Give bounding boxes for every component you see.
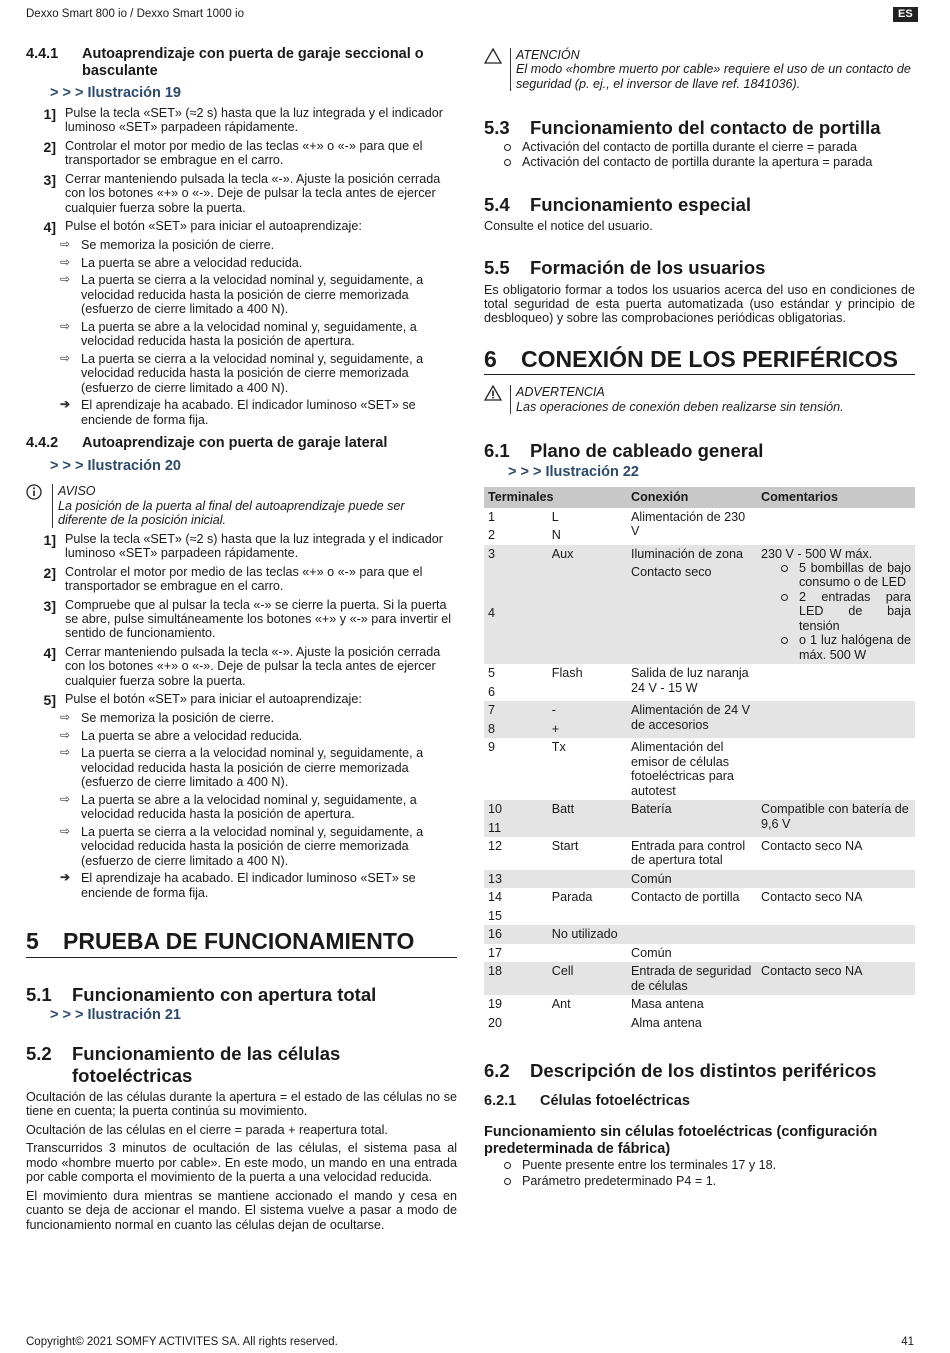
comment-text: Compatible con batería de 9,6 V: [761, 802, 909, 831]
substep-item: [60, 825, 457, 868]
terminal-number: 16: [484, 925, 548, 943]
table-row: [484, 995, 915, 1013]
terminal-number: 20: [488, 1015, 503, 1030]
table-row: [484, 888, 915, 906]
table-row: [484, 545, 915, 605]
terminal-label: N: [551, 528, 561, 543]
terminal-number: 10: [484, 800, 548, 818]
substep-item: [60, 320, 457, 349]
terminal-number: 5: [488, 666, 496, 681]
table-row: [484, 837, 915, 870]
step-text: Controlar el motor por medio de las teclas «+» o «-» para que el transportador se embrague en el carro.: [65, 138, 423, 168]
paragraph: Ocultación de las células durante la apertura = el estado de las células no se tiene en cuenta; la puerta continúa su movimiento.: [26, 1089, 457, 1119]
terminal-label: [548, 907, 627, 925]
section-5-5-heading: 5.5 Formación de los usuarios: [484, 257, 766, 279]
hollow-arrow-icon: ⇨: [60, 823, 71, 838]
step-number: 4]: [43, 219, 56, 236]
table-row: [484, 962, 915, 995]
section-5-5-text: Es obligatorio formar a todos los usuarios acerca del uso en condiciones de total seguridad de esta puerta automatizada (uso estándar y principio de desbloqueo) y sobre las comprobaciones periódicas obligatorias.: [484, 282, 915, 326]
connection-text: Iluminación de zona: [631, 546, 744, 561]
terminal-number: 9: [488, 740, 496, 755]
substep-text: La puerta se abre a la velocidad nominal y, seguidamente, a velocidad reducida hasta la posición de apertura.: [81, 319, 417, 349]
terminal-number: 3: [484, 545, 548, 605]
bullet-item: [761, 633, 911, 662]
comment-cell: [757, 888, 915, 925]
terminal-number: 8: [484, 720, 548, 738]
chapter-6-heading: 6 CONEXIÓN DE LOS PERIFÉRICOS: [484, 346, 915, 375]
comment-text: Contacto seco NA: [761, 838, 863, 853]
info-icon: [26, 484, 52, 527]
terminal-label: [548, 1014, 627, 1032]
table-header-row: [484, 487, 915, 507]
result-item: [60, 871, 457, 900]
section-6-2-1-heading: 6.2.1 Células fotoeléctricas: [484, 1093, 690, 1110]
bullet-item: [504, 155, 915, 169]
running-header: Dexxo Smart 800 io / Dexxo Smart 1000 io: [26, 8, 244, 20]
step-item: [26, 139, 457, 168]
bullet-icon: [504, 1174, 522, 1188]
page-number: 41: [901, 1336, 914, 1348]
terminal-label: [548, 870, 627, 888]
attention-box: [484, 48, 915, 91]
section-4-4-1-heading: 4.4.1 Autoaprendizaje con puerta de garaje seccional o basculante: [26, 46, 424, 79]
section-6-2-heading: 6.2 Descripción de los distintos periféricos: [484, 1060, 877, 1082]
substep-item: [60, 238, 457, 252]
terminal-label: L: [551, 509, 559, 524]
substep-item: [60, 793, 457, 822]
step-number: 1]: [43, 531, 56, 548]
step-number: 5]: [43, 692, 56, 709]
hollow-arrow-icon: ⇨: [60, 272, 71, 287]
warning-exclamation-icon: [484, 385, 510, 414]
steps-list: [26, 532, 457, 900]
substep-item: [60, 273, 457, 316]
step-number: 3]: [43, 597, 56, 614]
section-6-1-heading: 6.1 Plano de cableado general: [484, 440, 764, 462]
bullet-icon: [781, 561, 799, 590]
terminal-label: Tx: [551, 740, 566, 755]
terminal-label: +: [548, 720, 627, 738]
comment-cell: [757, 870, 915, 888]
connection-cell: [627, 995, 757, 1032]
step-text: Pulse el botón «SET» para iniciar el autoaprendizaje:: [65, 219, 362, 234]
terminal-number: 13: [484, 870, 548, 888]
connection-cell: [627, 925, 757, 943]
section-6-2-1-subheading: Funcionamiento sin células fotoeléctricas (configuración predeterminada de fábrica): [484, 1124, 878, 1157]
substep-item: [60, 256, 457, 270]
terminal-number: 4: [484, 604, 548, 664]
step-text: Cerrar manteniendo pulsada la tecla «-». Ajuste la posición cerrada con los botones «+» o «-». Deje de pulsar la tecla antes de ejercer cualquier fuerza sobre la puerta.: [65, 171, 441, 215]
section-5-4-heading: 5.4 Funcionamiento especial: [484, 193, 752, 215]
bullet-icon: [781, 633, 799, 662]
connection-text: Masa antena: [631, 997, 704, 1012]
attention-title: ATENCIÓN: [516, 48, 580, 62]
hollow-arrow-icon: ⇨: [60, 254, 71, 269]
illustration-ref-19[interactable]: > > > Ilustración 19: [50, 85, 181, 102]
wiring-table: [484, 487, 915, 1032]
terminal-label: Batt: [548, 800, 627, 818]
bullet-text: Activación del contacto de portilla durante el cierre = parada: [522, 139, 857, 154]
warning-box: [484, 385, 915, 414]
col-header-terminals: Terminales: [484, 487, 627, 507]
hollow-arrow-icon: ⇨: [60, 318, 71, 333]
terminal-label: Start: [551, 838, 579, 853]
substep-item: [60, 352, 457, 395]
notice-text: La posición de la puerta al final del autoaprendizaje puede ser diferente de la posición inicial.: [58, 498, 405, 528]
step-item: [26, 172, 457, 215]
bullet-text: 5 bombillas de bajo consumo o de LED: [799, 561, 911, 590]
table-row: [484, 664, 915, 682]
terminal-label: No utilizado: [548, 925, 627, 943]
terminal-number: 6: [488, 684, 496, 699]
warning-title: ADVERTENCIA: [516, 385, 605, 400]
bullet-item: [504, 1158, 915, 1172]
terminal-label: -: [548, 701, 627, 719]
step-item: [26, 532, 457, 561]
section-6-2-1-bullets: [484, 1158, 915, 1188]
col-header-comments: Comentarios: [757, 487, 915, 507]
hollow-arrow-icon: ⇨: [60, 791, 71, 806]
bullet-icon: [781, 590, 799, 633]
bullet-item: [761, 561, 911, 590]
comment-cell: [757, 545, 915, 665]
step-text: Pulse la tecla «SET» (≈2 s) hasta que la luz integrada y el indicador luminoso «SET» parpadeen rápidamente.: [65, 531, 443, 561]
illustration-ref-21[interactable]: > > > Ilustración 21: [50, 1006, 181, 1023]
comment-cell: [757, 925, 915, 943]
bullet-icon: [504, 155, 522, 169]
section-5-1-heading: 5.1 Funcionamiento con apertura total: [26, 983, 377, 1005]
hollow-arrow-icon: ⇨: [60, 237, 71, 252]
terminal-label: Parada: [551, 890, 593, 905]
col-header-connection: Conexión: [627, 487, 757, 507]
terminal-label: Ant: [551, 997, 571, 1012]
hollow-arrow-icon: ⇨: [60, 350, 71, 365]
substep-text: La puerta se cierra a la velocidad nominal y, seguidamente, a velocidad reducida hasta la posición de cierre memorizada (esfuerzo de cierre limitado a 400 N).: [81, 273, 424, 317]
comment-cell: [757, 701, 915, 738]
bullet-icon: [504, 1158, 522, 1172]
table-row: [484, 701, 915, 719]
bullet-text: Parámetro predeterminado P4 = 1.: [522, 1173, 717, 1188]
comment-cell: [757, 738, 915, 800]
step-text: Controlar el motor por medio de las teclas «+» o «-» para que el transportador se embrague en el carro.: [65, 564, 423, 594]
terminal-number: 7: [484, 701, 548, 719]
paragraph: Ocultación de las células en el cierre = parada + reapertura total.: [26, 1122, 388, 1137]
hollow-arrow-icon: ⇨: [60, 745, 71, 760]
result-item: [60, 398, 457, 427]
comment-cell: [757, 508, 915, 545]
table-row: [484, 944, 915, 962]
substep-item: [60, 746, 457, 789]
terminal-number: 11: [484, 819, 548, 837]
notice-box: [26, 484, 457, 527]
bullet-item: [504, 140, 915, 154]
solid-arrow-icon: ➔: [60, 397, 71, 412]
footer-copyright: Copyright© 2021 SOMFY ACTIVITES SA. All rights reserved.: [26, 1336, 338, 1348]
step-text: Pulse el botón «SET» para iniciar el autoaprendizaje:: [65, 692, 362, 707]
connection-cell: Común: [631, 945, 672, 960]
comment-text: Contacto seco NA: [761, 964, 863, 979]
connection-cell: Común: [627, 870, 757, 888]
substep-text: Se memoriza la posición de cierre.: [81, 711, 275, 726]
step-item: [26, 598, 457, 641]
substep-text: La puerta se cierra a la velocidad nominal y, seguidamente, a velocidad reducida hasta la posición de cierre memorizada (esfuerzo de cierre limitado a 400 N).: [81, 746, 424, 790]
connection-cell: Alimentación de 24 V de accesorios: [627, 701, 757, 738]
substep-text: Se memoriza la posición de cierre.: [81, 238, 275, 253]
connection-cell: Batería: [627, 800, 757, 837]
comment-cell: [757, 800, 915, 837]
terminal-label: Cell: [548, 962, 627, 995]
table-row: [484, 870, 915, 888]
terminal-number: 19: [488, 997, 503, 1012]
bullet-text: 2 entradas para LED de baja tensión: [799, 589, 911, 633]
terminal-number: 18: [484, 962, 548, 995]
step-number: 2]: [43, 564, 56, 581]
paragraph: El movimiento dura mientras se mantiene accionado el mando y cesa en cuanto se deja de accionar el mando. El sistema vuelve a pasar a modo de funcionamiento normal en cuanto las células dejan de ocultarse.: [26, 1188, 457, 1232]
terminal-number: 2: [488, 528, 496, 543]
comment-text: 230 V - 500 W máx.: [761, 546, 873, 561]
substep-item: [60, 729, 457, 743]
comment-cell: [757, 664, 915, 701]
right-column: [484, 46, 915, 1188]
connection-cell: Alimentación de 230 V: [631, 509, 746, 539]
substep-text: La puerta se cierra a la velocidad nominal y, seguidamente, a velocidad reducida hasta la posición de cierre memorizada (esfuerzo de cierre limitado a 400 N).: [81, 824, 424, 868]
connection-cell: Contacto de portilla: [631, 890, 740, 905]
step-item: [26, 692, 457, 708]
connection-cell: [627, 545, 757, 665]
connection-cell: Salida de luz naranja 24 V - 15 W: [631, 666, 749, 695]
substep-text: La puerta se abre a la velocidad nominal y, seguidamente, a velocidad reducida hasta la posición de apertura.: [81, 792, 417, 822]
illustration-ref-22[interactable]: > > > Ilustración 22: [508, 464, 639, 481]
chapter-5-heading: 5 PRUEBA DE FUNCIONAMIENTO: [26, 928, 457, 957]
step-text: Pulse la tecla «SET» (≈2 s) hasta que la luz integrada y el indicador luminoso «SET» parpadeen rápidamente.: [65, 106, 443, 135]
section-5-3-bullets: [484, 140, 915, 170]
connection-cell: Entrada de seguridad de células: [627, 962, 757, 995]
step-text: Compruebe que al pulsar la tecla «-» se cierre la puerta. Si la puerta se abre, pulse simultáneamente los botones «+» y «-» para invertir el sentido de funcionamiento.: [65, 597, 452, 641]
substep-text: La puerta se cierra a la velocidad nominal y, seguidamente, a velocidad reducida hasta la posición de cierre memorizada (esfuerzo de cierre limitado a 400 N).: [81, 351, 424, 395]
connection-text: Alma antena: [631, 1015, 702, 1030]
bullet-text: o 1 luz halógena de máx. 500 W: [799, 633, 911, 662]
bullet-item: [761, 590, 911, 633]
section-4-4-2-heading: 4.4.2 Autoaprendizaje con puerta de garaje lateral: [26, 435, 388, 452]
substep-item: [60, 711, 457, 725]
terminal-label: [548, 944, 627, 962]
comment-text: Contacto seco NA: [761, 890, 863, 905]
terminal-number: 12: [488, 838, 503, 853]
section-5-2-body: [26, 1090, 457, 1232]
section-5-4-text: Consulte el notice del usuario.: [484, 218, 653, 233]
terminal-label: [548, 604, 627, 664]
comment-cell: [757, 944, 915, 962]
result-text: El aprendizaje ha acabado. El indicador luminoso «SET» se enciende de forma fija.: [81, 871, 416, 900]
step-item: [26, 219, 457, 235]
section-5-3-heading: 5.3 Funcionamiento del contacto de portilla: [484, 117, 881, 139]
terminal-label: Aux: [548, 545, 627, 605]
step-text: Cerrar manteniendo pulsada la tecla «-». Ajuste la posición cerrada con los botones «+» o «-». Deje de pulsar la tecla antes de ejercer cualquier fuerza sobre la puerta.: [65, 644, 441, 688]
comment-cell: [757, 962, 915, 995]
section-5-2-heading: 5.2 Funcionamiento de las células fotoeléctricas: [26, 1043, 341, 1086]
table-row: [484, 800, 915, 818]
comment-cell: [757, 837, 915, 870]
solid-arrow-icon: ➔: [60, 870, 71, 885]
terminal-label: Flash: [551, 666, 583, 681]
connection-text: Contacto seco: [631, 565, 712, 580]
illustration-ref-20[interactable]: > > > Ilustración 20: [50, 457, 181, 474]
table-row: [484, 738, 915, 800]
step-item: [26, 565, 457, 594]
notice-title: AVISO: [58, 484, 96, 499]
connection-cell: Alimentación del emisor de células fotoeléctricas para autotest: [631, 740, 734, 798]
terminal-label: [548, 819, 627, 837]
step-number: 1]: [43, 106, 56, 123]
bullet-text: Puente presente entre los terminales 17 y 18.: [522, 1158, 777, 1173]
substep-text: La puerta se abre a velocidad reducida.: [81, 255, 303, 270]
terminal-number: 17: [488, 945, 503, 960]
table-row: [484, 508, 915, 526]
steps-list: [26, 106, 457, 427]
result-text: El aprendizaje ha acabado. El indicador luminoso «SET» se enciende de forma fija.: [81, 398, 416, 427]
left-column: [26, 46, 457, 1232]
step-number: 2]: [43, 138, 56, 155]
language-badge: ES: [893, 7, 918, 22]
bullet-text: Activación del contacto de portilla durante la apertura = parada: [522, 155, 873, 170]
bullet-icon: [504, 140, 522, 154]
step-item: [26, 645, 457, 688]
step-number: 3]: [43, 171, 56, 188]
warning-text: Las operaciones de conexión deben realizarse sin tensión.: [516, 399, 844, 414]
bullet-item: [504, 1174, 915, 1188]
paragraph: Transcurridos 3 minutos de ocultación de las células, el sistema pasa al modo «hombre muerto por cable». En este modo, un mando en una entrada por cable comporta el movimiento de la puerta a una velocidad reducida.: [26, 1141, 457, 1185]
terminal-number: 1: [488, 509, 496, 524]
hollow-arrow-icon: ⇨: [60, 727, 71, 742]
attention-text: El modo «hombre muerto por cable» requiere el uso de un contacto de seguridad (p. ej., el inversor de llave ref. 1841036).: [516, 62, 911, 91]
substep-text: La puerta se abre a velocidad reducida.: [81, 728, 303, 743]
comment-cell: [757, 995, 915, 1032]
terminal-number: 14: [488, 890, 503, 905]
warning-triangle-icon: [484, 48, 510, 91]
terminal-number: 15: [488, 908, 503, 923]
step-item: [26, 106, 457, 135]
terminal-label: [548, 683, 627, 701]
step-number: 4]: [43, 644, 56, 661]
hollow-arrow-icon: ⇨: [60, 710, 71, 725]
table-row: [484, 925, 915, 943]
connection-cell: Entrada para control de apertura total: [631, 838, 746, 868]
